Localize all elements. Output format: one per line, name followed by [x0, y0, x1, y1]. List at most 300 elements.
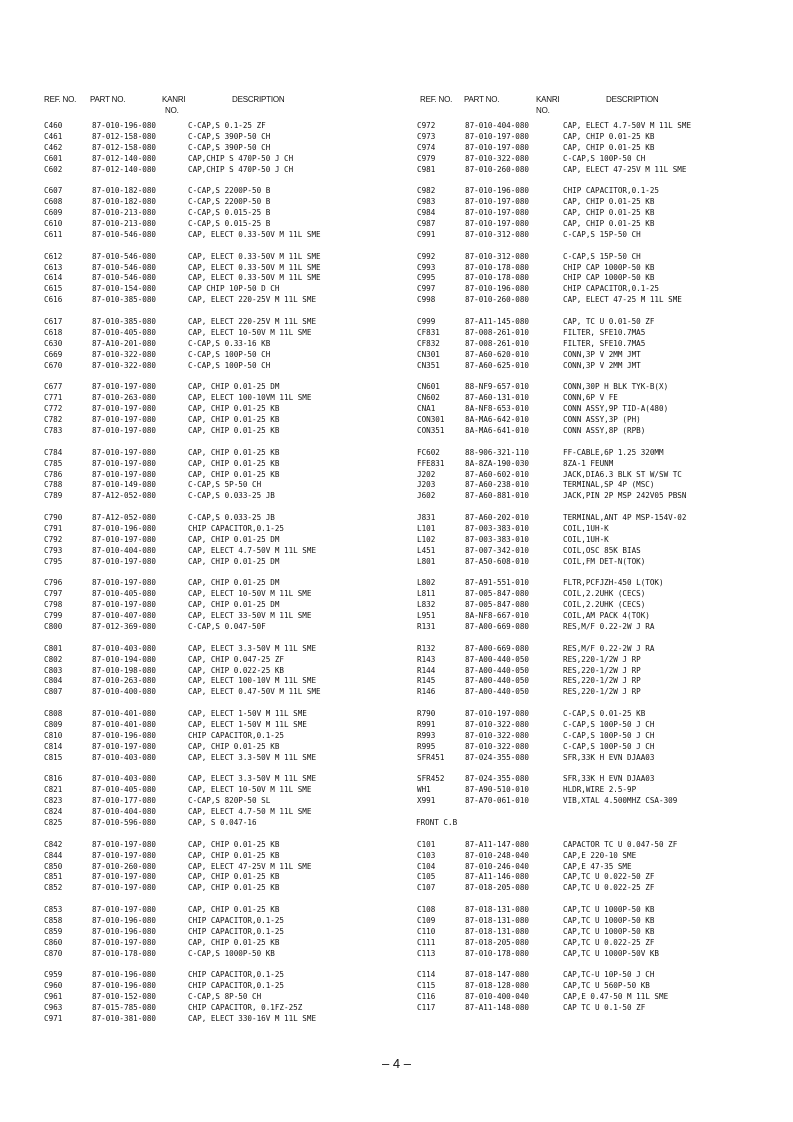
part-no-cell: 87-010-322-080	[465, 153, 530, 163]
part-no-cell: 87-A60-620-010	[465, 349, 530, 359]
part-row	[44, 872, 404, 883]
ref-no-cell: C974	[417, 142, 436, 152]
part-row	[44, 546, 404, 557]
ref-no-cell: R145	[417, 676, 436, 686]
description-cell: C-CAP,S 0.015-25 B	[188, 208, 271, 218]
description-cell: CAP, ELECT 47-25 M 11L SME	[563, 295, 682, 305]
description-cell: COIL,FM DET-N(TOK)	[563, 556, 646, 566]
part-no-cell: 87-003-383-010	[465, 523, 530, 533]
part-no-cell: 8A-8ZA-190-030	[465, 458, 530, 468]
part-row	[416, 382, 776, 393]
ref-no-cell: C815	[44, 752, 63, 762]
ref-no-cell: R995	[417, 741, 436, 751]
part-row	[44, 317, 404, 328]
description-cell: CHIP CAPACITOR,0.1-25	[188, 981, 285, 991]
description-cell: CAP,E 220-10 SME	[563, 850, 637, 860]
part-no-cell: 87-007-342-010	[465, 545, 530, 555]
part-row	[44, 143, 404, 154]
description-cell: CAP, ELECT 4.7-50 M 11L SME	[188, 807, 312, 817]
part-no-cell: 87-010-213-080	[92, 208, 157, 218]
front-board-section-label: FRONT C.B	[416, 818, 458, 827]
description-cell: FLTR,PCFJZH-450 L(TOK)	[563, 578, 664, 588]
part-row	[416, 535, 776, 546]
part-no-cell: 87-A00-440-050	[465, 687, 530, 697]
part-no-cell: 87-010-248-040	[465, 850, 530, 860]
ref-no-cell: C460	[44, 121, 63, 130]
part-no-cell: 87-A60-131-010	[465, 393, 530, 403]
part-row	[416, 546, 776, 557]
part-row	[416, 165, 776, 176]
description-cell: JACK,DIA6.3 BLK ST W/SW TC	[563, 469, 682, 479]
ref-no-cell: C808	[44, 709, 63, 719]
part-row	[44, 949, 404, 960]
part-no-cell: 87-A60-602-010	[465, 469, 530, 479]
description-cell: JACK,PIN 2P MSP 242V05 PBSN	[563, 491, 687, 501]
ref-no-cell: C842	[44, 839, 63, 849]
part-no-cell: 87-010-197-080	[92, 556, 157, 566]
part-row	[416, 644, 776, 655]
part-no-cell: 87-010-182-080	[92, 186, 157, 196]
ref-no-cell: C115	[417, 981, 436, 991]
part-row	[44, 644, 404, 655]
description-cell: CAP, ELECT 47-25V M 11L SME	[188, 861, 312, 871]
part-row	[44, 927, 404, 938]
ref-no-cell: C858	[44, 916, 63, 926]
part-row	[44, 208, 404, 219]
ref-no-cell: FC602	[417, 447, 440, 457]
part-row	[416, 687, 776, 698]
part-no-cell: 87-005-847-080	[465, 589, 530, 599]
part-no-cell: 87-018-131-080	[465, 916, 530, 926]
part-no-cell: 87-010-196-080	[465, 186, 530, 196]
part-no-cell: 87-005-847-080	[465, 600, 530, 610]
part-row	[416, 970, 776, 981]
ref-no-cell: C116	[417, 992, 436, 1002]
description-cell: CAP, ELECT 4.7-50V M 11L SME	[563, 121, 692, 130]
part-row	[44, 284, 404, 295]
part-row	[44, 851, 404, 862]
ref-no-cell: C814	[44, 741, 63, 751]
ref-no-cell: C104	[417, 861, 436, 871]
ref-no-cell: C107	[417, 883, 436, 893]
description-cell: CAP CHIP 10P-50 D CH	[188, 284, 280, 294]
ref-no-cell: R146	[417, 687, 436, 697]
part-no-cell: 87-A11-147-080	[465, 839, 530, 849]
ref-no-cell: C614	[44, 273, 63, 283]
description-cell: CAP, CHIP 0.01-25 KB	[563, 219, 655, 229]
ref-no-cell: FFE831	[417, 458, 445, 468]
part-row	[416, 949, 776, 960]
part-row	[44, 339, 404, 350]
part-row	[416, 1003, 776, 1014]
ref-no-cell: C850	[44, 861, 63, 871]
ref-no-cell: L801	[417, 556, 436, 566]
description-cell: CAP, CHIP 0.01-25 KB	[563, 208, 655, 218]
description-cell: CAP, ELECT 0.33-50V M 11L SME	[188, 229, 321, 239]
part-group	[416, 970, 776, 1014]
ref-no-cell: C612	[44, 251, 63, 261]
part-row	[416, 132, 776, 143]
description-cell: CAP,TC U 0.022-50 ZF	[563, 872, 655, 882]
description-cell: CHIP CAPACITOR,0.1-25	[563, 284, 660, 294]
ref-no-cell: C809	[44, 719, 63, 729]
part-no-cell: 87-010-596-080	[92, 818, 157, 827]
part-row	[416, 872, 776, 883]
part-no-cell: 87-A50-608-010	[465, 556, 530, 566]
part-no-cell: 87-010-246-040	[465, 861, 530, 871]
part-row	[416, 589, 776, 600]
part-row	[416, 295, 776, 306]
ref-no-cell: CNA1	[417, 404, 436, 414]
description-cell: COIL,1UH-K	[563, 534, 609, 544]
part-group	[416, 252, 776, 306]
ref-no-cell: R131	[417, 621, 436, 631]
part-no-cell: 87-010-178-080	[465, 273, 530, 283]
ref-no-cell: C973	[417, 131, 436, 141]
part-no-cell: 87-010-198-080	[92, 665, 157, 675]
part-row	[416, 252, 776, 263]
part-no-cell: 87-010-322-080	[465, 741, 530, 751]
header-description: DESCRIPTION	[232, 95, 285, 104]
part-row	[416, 426, 776, 437]
part-group	[416, 448, 776, 502]
part-row	[44, 611, 404, 622]
description-cell: CAP,TC U 1000P-50V KB	[563, 948, 660, 958]
part-no-cell: 87-010-381-080	[92, 1014, 157, 1024]
ref-no-cell: C793	[44, 545, 63, 555]
front-board-parts-list	[416, 840, 776, 1014]
ref-no-cell: C979	[417, 153, 436, 163]
description-cell: CAP, CHIP 0.01-25 KB	[188, 850, 280, 860]
part-no-cell: 88-906-321-110	[465, 447, 530, 457]
part-group	[44, 448, 404, 502]
description-cell: CAP, CHIP 0.01-25 KB	[188, 458, 280, 468]
part-row	[416, 154, 776, 165]
part-row	[416, 459, 776, 470]
part-no-cell: 87-018-205-080	[465, 883, 530, 893]
description-cell: CAP,TC U 1000P-50 KB	[563, 916, 655, 926]
description-cell: CHIP CAPACITOR, 0.1FZ-25Z	[188, 1003, 303, 1013]
description-cell: CAP, CHIP 0.01-25 KB	[188, 883, 280, 893]
ref-no-cell: C617	[44, 317, 63, 327]
part-no-cell: 87-A60-238-010	[465, 480, 530, 490]
description-cell: CONN ASSY,9P TID-A(480)	[563, 404, 669, 414]
part-no-cell: 87-010-405-080	[92, 327, 157, 337]
description-cell: CAP, TC U 0.01-50 ZF	[563, 317, 655, 327]
ref-no-cell: C992	[417, 251, 436, 261]
ref-no-cell: J602	[417, 491, 436, 501]
part-no-cell: 87-018-131-080	[465, 905, 530, 915]
description-cell: HLDR,WIRE 2.5-9P	[563, 785, 637, 795]
header-ref-no: REF. NO.	[420, 95, 453, 104]
part-row	[416, 350, 776, 361]
part-no-cell: 87-010-197-080	[92, 469, 157, 479]
part-no-cell: 87-010-196-080	[92, 970, 157, 980]
ref-no-cell: C993	[417, 262, 436, 272]
description-cell: CAP, CHIP 0.01-25 DM	[188, 556, 280, 566]
ref-no-cell: C972	[417, 121, 436, 130]
description-cell: CONN,3P V 2MM JMT	[563, 360, 641, 370]
part-no-cell: 87-010-178-080	[92, 948, 157, 958]
description-cell: CHIP CAPACITOR,0.1-25	[188, 523, 285, 533]
description-cell: CAP, ELECT 100-10VM 11L SME	[188, 393, 312, 403]
ref-no-cell: CF831	[417, 327, 440, 337]
ref-no-cell: C618	[44, 327, 63, 337]
part-no-cell: 87-010-546-080	[92, 262, 157, 272]
description-cell: C-CAP,S 0.33-16 KB	[188, 338, 271, 348]
ref-no-cell: R144	[417, 665, 436, 675]
part-row	[44, 426, 404, 437]
ref-no-cell: CON351	[417, 425, 445, 435]
description-cell: CHIP CAP 1000P-50 KB	[563, 273, 655, 283]
ref-no-cell: C991	[417, 229, 436, 239]
part-row	[44, 350, 404, 361]
ref-no-cell: C101	[417, 839, 436, 849]
part-no-cell: 87-010-196-080	[92, 730, 157, 740]
part-row	[44, 328, 404, 339]
ref-no-cell: C821	[44, 785, 63, 795]
description-cell: C-CAP,S 0.01-25 KB	[563, 709, 646, 719]
part-row	[416, 263, 776, 274]
part-no-cell: 87-010-546-080	[92, 273, 157, 283]
ref-no-cell: L102	[417, 534, 436, 544]
part-group	[44, 121, 404, 175]
part-row	[416, 785, 776, 796]
part-row	[416, 709, 776, 720]
part-no-cell: 87-018-147-080	[465, 970, 530, 980]
ref-no-cell: J831	[417, 513, 436, 523]
ref-no-cell: C114	[417, 970, 436, 980]
right-column	[416, 95, 776, 1025]
part-no-cell: 87-A11-148-080	[465, 1003, 530, 1013]
part-no-cell: 87-010-404-080	[92, 807, 157, 817]
part-row	[44, 796, 404, 807]
description-cell: CAP, CHIP 0.047-25 ZF	[188, 654, 285, 664]
ref-no-cell: WH1	[417, 785, 431, 795]
ref-no-cell: SFR452	[417, 774, 445, 784]
ref-no-cell: CN601	[417, 382, 440, 392]
ref-no-cell: C669	[44, 349, 63, 359]
description-cell: CAP, ELECT 0.33-50V M 11L SME	[188, 262, 321, 272]
ref-no-cell: C783	[44, 425, 63, 435]
part-row	[44, 186, 404, 197]
ref-no-cell: C995	[417, 273, 436, 283]
part-group	[44, 970, 404, 1024]
part-row	[44, 981, 404, 992]
part-row	[44, 916, 404, 927]
description-cell: CAP, ELECT 0.33-50V M 11L SME	[188, 273, 321, 283]
part-row	[44, 600, 404, 611]
part-no-cell: 87-A60-625-010	[465, 360, 530, 370]
part-row	[44, 753, 404, 764]
ref-no-cell: CN301	[417, 349, 440, 359]
ref-no-cell: R991	[417, 719, 436, 729]
part-row	[44, 709, 404, 720]
part-no-cell: 87-010-197-080	[465, 142, 530, 152]
part-no-cell: 87-010-403-080	[92, 752, 157, 762]
part-row	[416, 273, 776, 284]
part-no-cell: 87-010-404-080	[92, 545, 157, 555]
part-row	[416, 840, 776, 851]
part-row	[416, 197, 776, 208]
ref-no-cell: L101	[417, 523, 436, 533]
part-row	[44, 742, 404, 753]
part-no-cell: 87-010-400-040	[465, 992, 530, 1002]
column-header	[44, 95, 404, 121]
ref-no-cell: C105	[417, 872, 436, 882]
part-row	[44, 731, 404, 742]
part-no-cell: 87-010-403-080	[92, 643, 157, 653]
ref-no-cell: C798	[44, 600, 63, 610]
description-cell: COIL,AM PACK 4(TOK)	[563, 611, 650, 621]
part-row	[416, 883, 776, 894]
description-cell: CAP, CHIP 0.01-25 KB	[188, 425, 280, 435]
ref-no-cell: C960	[44, 981, 63, 991]
part-no-cell: 87-A12-052-080	[92, 491, 157, 501]
ref-no-cell: C110	[417, 926, 436, 936]
description-cell: C-CAP,S 100P-50 J CH	[563, 730, 655, 740]
ref-no-cell: L832	[417, 600, 436, 610]
description-cell: CAP, CHIP 0.01-25 KB	[188, 404, 280, 414]
part-row	[44, 1014, 404, 1025]
header-part-no: PART NO.	[90, 95, 126, 104]
part-group	[44, 578, 404, 632]
description-cell: FF-CABLE,6P 1.25 320MM	[563, 447, 664, 457]
description-cell: CAP, CHIP 0.01-25 DM	[188, 600, 280, 610]
part-row	[44, 361, 404, 372]
part-no-cell: 88-NF9-657-010	[465, 382, 530, 392]
part-group	[416, 317, 776, 371]
description-cell: CAPACTOR TC U 0.047-50 ZF	[563, 839, 678, 849]
part-row	[416, 666, 776, 677]
description-cell: CAP, ELECT 33-50V M 11L SME	[188, 611, 312, 621]
ref-no-cell: L802	[417, 578, 436, 588]
ref-no-cell: C804	[44, 676, 63, 686]
part-row	[416, 938, 776, 949]
part-group	[44, 252, 404, 306]
part-no-cell: 87-010-197-080	[92, 534, 157, 544]
part-row	[416, 851, 776, 862]
part-row	[44, 720, 404, 731]
part-no-cell: 87-010-196-080	[465, 284, 530, 294]
description-cell: C-CAP,S 0.015-25 B	[188, 219, 271, 229]
part-row	[416, 981, 776, 992]
part-no-cell: 87-010-197-080	[92, 447, 157, 457]
part-no-cell: 87-015-785-080	[92, 1003, 157, 1013]
part-row	[44, 589, 404, 600]
ref-no-cell: C853	[44, 905, 63, 915]
part-row	[44, 970, 404, 981]
description-cell: CHIP CAP 1000P-50 KB	[563, 262, 655, 272]
part-no-cell: 87-010-405-080	[92, 785, 157, 795]
part-no-cell: 87-010-197-080	[92, 425, 157, 435]
ref-no-cell: C670	[44, 360, 63, 370]
part-row	[44, 273, 404, 284]
description-cell: VIB,XTAL 4.500MHZ CSA-309	[563, 796, 678, 806]
part-no-cell: 87-A70-061-010	[465, 796, 530, 806]
description-cell: CHIP CAPACITOR,0.1-25	[188, 926, 285, 936]
part-no-cell: 87-A00-669-080	[465, 621, 530, 631]
part-no-cell: 87-010-401-080	[92, 719, 157, 729]
ref-no-cell: C982	[417, 186, 436, 196]
part-no-cell: 87-010-197-080	[92, 458, 157, 468]
ref-no-cell: C103	[417, 850, 436, 860]
part-no-cell: 87-010-401-080	[92, 709, 157, 719]
description-cell: 8ZA-1 FEUNM	[563, 458, 614, 468]
description-cell: C-CAP,S 390P-50 CH	[188, 142, 271, 152]
part-row	[416, 328, 776, 339]
part-no-cell: 87-003-383-010	[465, 534, 530, 544]
part-row	[44, 905, 404, 916]
ref-no-cell: C799	[44, 611, 63, 621]
header-kanri: KANRI	[536, 95, 560, 104]
part-row	[416, 905, 776, 916]
part-row	[44, 459, 404, 470]
ref-no-cell: C111	[417, 937, 436, 947]
part-no-cell: 87-010-407-080	[92, 611, 157, 621]
description-cell: CHIP CAPACITOR,0.1-25	[188, 730, 285, 740]
part-row	[416, 774, 776, 785]
description-cell: C-CAP,S 100P-50 J CH	[563, 741, 655, 751]
description-cell: CAP, CHIP 0.01-25 KB	[188, 469, 280, 479]
part-no-cell: 87-018-205-080	[465, 937, 530, 947]
description-cell: CAP, ELECT 3.3-50V M 11L SME	[188, 774, 317, 784]
part-row	[44, 480, 404, 491]
part-no-cell: 87-A10-201-080	[92, 338, 157, 348]
part-no-cell: 87-010-149-080	[92, 480, 157, 490]
part-group	[44, 644, 404, 698]
ref-no-cell: C851	[44, 872, 63, 882]
ref-no-cell: C461	[44, 131, 63, 141]
ref-no-cell: C611	[44, 229, 63, 239]
description-cell: C-CAP,S 2200P-50 B	[188, 186, 271, 196]
part-row	[44, 448, 404, 459]
part-row	[416, 557, 776, 568]
part-no-cell: 87-010-154-080	[92, 284, 157, 294]
description-cell: RES,220-1/2W J RP	[563, 665, 641, 675]
part-row	[44, 415, 404, 426]
part-no-cell: 87-010-312-080	[465, 251, 530, 261]
description-cell: CAP, CHIP 0.01-25 KB	[188, 415, 280, 425]
part-no-cell: 87-A00-669-080	[465, 643, 530, 653]
description-cell: CAP TC U 0.1-50 ZF	[563, 1003, 646, 1013]
description-cell: COIL,2.2UHK (CECS)	[563, 589, 646, 599]
ref-no-cell: C602	[44, 164, 63, 174]
description-cell: CAP, ELECT 3.3-50V M 11L SME	[188, 643, 317, 653]
part-row	[416, 404, 776, 415]
description-cell: RES,M/F 0.22-2W J RA	[563, 621, 655, 631]
part-no-cell: 87-012-140-080	[92, 153, 157, 163]
part-no-cell: 87-010-178-080	[465, 262, 530, 272]
part-no-cell: 87-010-405-080	[92, 589, 157, 599]
part-no-cell: 87-010-178-080	[465, 948, 530, 958]
ref-no-cell: C792	[44, 534, 63, 544]
ref-no-cell: L951	[417, 611, 436, 621]
description-cell: CAP, CHIP 0.01-25 KB	[188, 905, 280, 915]
part-row	[416, 317, 776, 328]
part-group	[44, 709, 404, 763]
description-cell: C-CAP,S 5P-50 CH	[188, 480, 262, 490]
ref-no-cell: C797	[44, 589, 63, 599]
description-cell: CAP, CHIP 0.01-25 KB	[188, 937, 280, 947]
description-cell: CAP, CHIP 0.01-25 KB	[563, 131, 655, 141]
part-no-cell: 87-010-260-080	[465, 164, 530, 174]
part-group	[44, 774, 404, 828]
ref-no-cell: CF832	[417, 338, 440, 348]
part-group	[416, 644, 776, 698]
part-no-cell: 87-010-197-080	[92, 741, 157, 751]
description-cell: CONN ASSY,3P (PH)	[563, 415, 641, 425]
